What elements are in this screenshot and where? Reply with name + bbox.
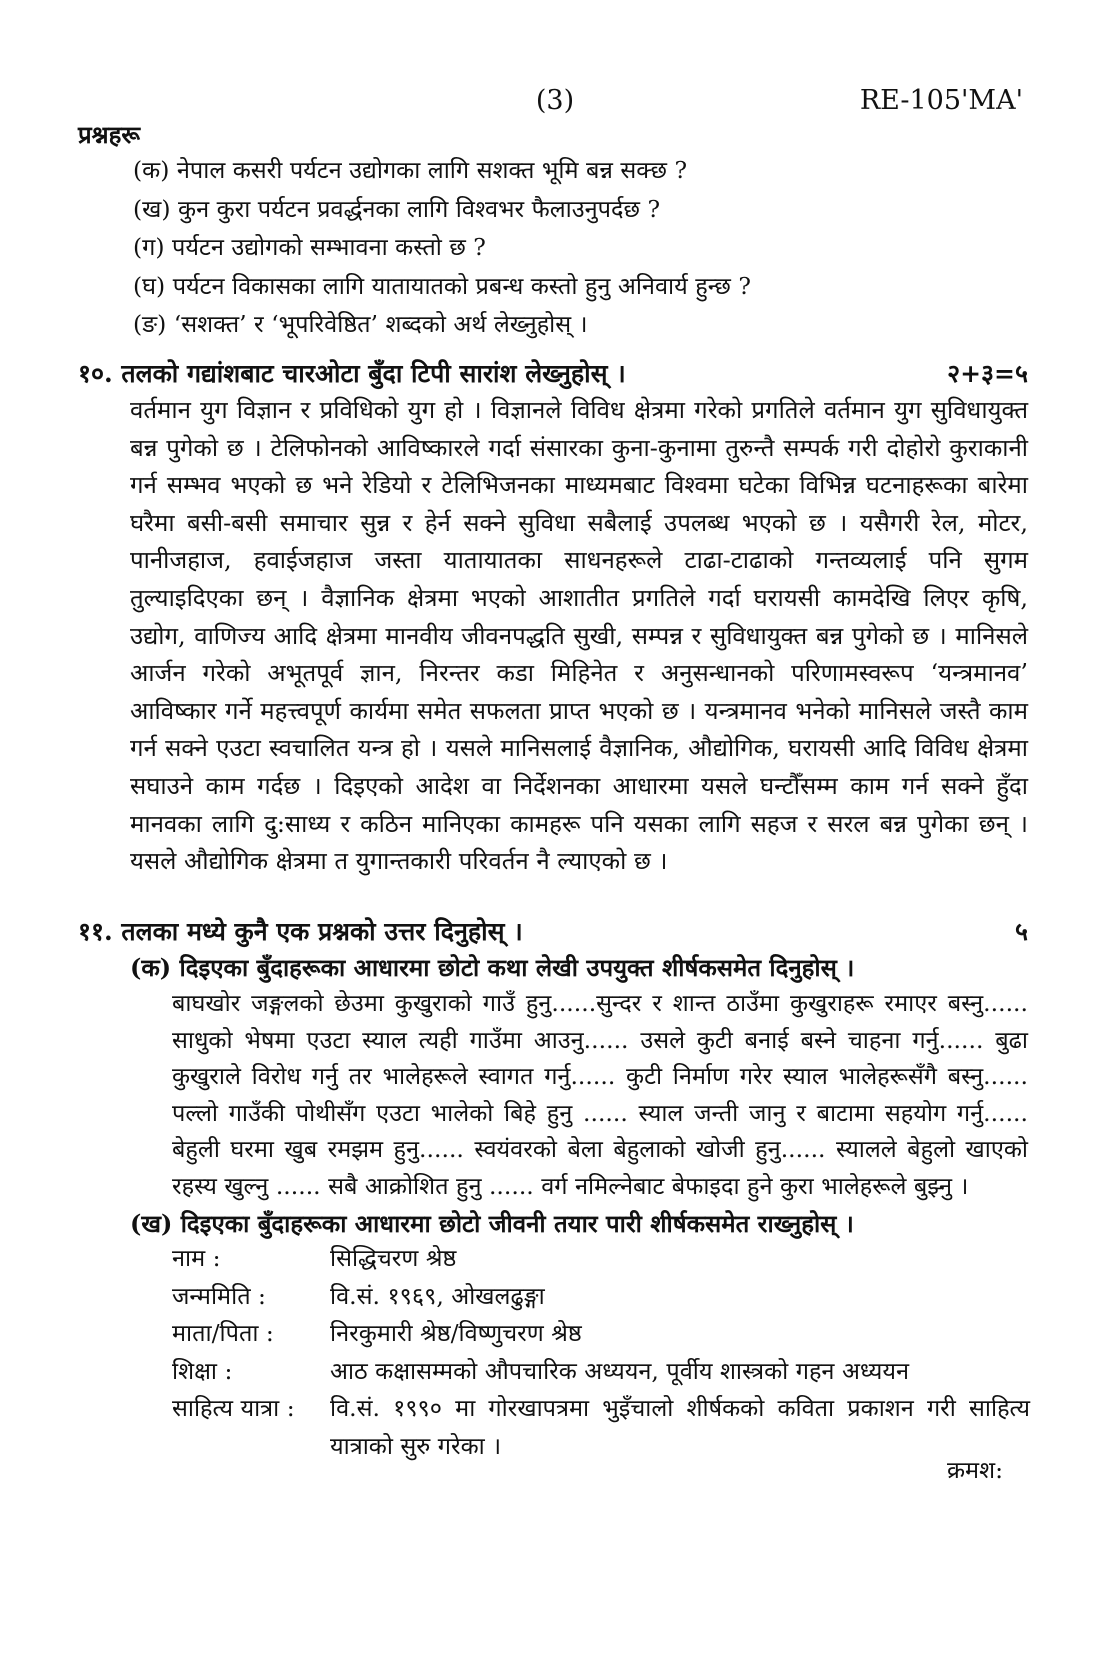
bio-value: निरकुमारी श्रेष्ठ/विष्णुचरण श्रेष्ठ <box>330 1319 582 1347</box>
bio-value: सिद्धिचरण श्रेष्ठ <box>330 1244 457 1272</box>
question-11-title <box>78 913 1028 950</box>
bio-row-birth <box>172 1278 1032 1316</box>
bio-value: वि.सं. १९९० मा गोरखापत्रमा भुइँचालो शीर्षकको कविता प्रकाशन गरी साहित्य यात्राको सुरु गरेका । <box>330 1394 1030 1460</box>
bio-label: शिक्षा : <box>172 1356 233 1385</box>
question-11-text: ११. तलका मध्ये कुनै एक प्रश्नको उत्तर दिनुहोस् । <box>78 917 523 946</box>
question-item: (ङ) ‘सशक्त’ र ‘भूपरिवेष्ठित’ शब्दको अर्थ लेख्नुहोस् । <box>133 310 588 338</box>
question-11a-story-points: बाघखोर जङ्गलको छेउमा कुखुराको गाउँ हुनु......सुन्दर र शान्त ठाउँमा कुखुराहरू रमाएर बस्नु...... साधुको भेषमा एउटा स्याल त्यही गाउँमा आउनु...... उसले कुटी बनाई बस्ने चाहना गर्नु...... बुढा कुखुराले विरोध गर्नु तर भालेहरूले स्वागत गर्नु...... कुटी निर्माण गरेर स्याल भालेहरूसँगै बस्नु...... पल्लो गाउँकी पोथीसँग एउटा भालेको बिहे हुनु ...... स्याल जन्ती जानु र बाटामा सहयोग गर्नु...... बेहुली घरमा खुब रमझम हुनु...... स्वयंवरको बेला बेहुलाको खोजी हुनु...... स्यालले बेहुलो खाएको रहस्य खुल्नु ...... सबै आक्रोशित हुनु ...... वर्ग नमिल्नेबाट बेफाइदा हुने कुरा भालेहरूले बुझ्नु । <box>172 989 1028 1200</box>
question-11a-title: (क) दिइएका बुँदाहरूका आधारमा छोटो कथा लेखी उपयुक्त शीर्षकसमेत दिनुहोस् । <box>130 953 855 982</box>
biography-details <box>172 1240 1032 1465</box>
bio-row-parents <box>172 1315 1032 1353</box>
bio-label: माता/पिता : <box>172 1319 274 1347</box>
question-item: (ग) पर्यटन उद्योगको सम्भावना कस्तो छ ? <box>133 233 486 261</box>
question-list <box>133 152 751 345</box>
question-item: (ख) कुन कुरा पर्यटन प्रवर्द्धनका लागि विश्वभर फैलाउनुपर्दछ ? <box>133 194 661 223</box>
question-item: (घ) पर्यटन विकासका लागि यातायातको प्रबन्ध कस्तो हुनु अनिवार्य हुन्छ ? <box>133 271 751 300</box>
bio-label: नाम : <box>172 1244 221 1272</box>
question-10-marks: २+३=५ <box>947 359 1028 388</box>
bio-value: आठ कक्षासम्मको औपचारिक अध्ययन, पूर्वीय शास्त्रको गहन अध्ययन <box>330 1356 910 1385</box>
bio-label: साहित्य यात्रा : <box>172 1394 295 1422</box>
question-10-text: १०. तलको गद्यांशबाट चारओटा बुँदा टिपी सारांश लेख्नुहोस् । <box>78 359 626 388</box>
page-number: (3) <box>535 85 575 116</box>
bio-value: वि.सं. १९६९, ओखलढुङ्गा <box>330 1281 545 1310</box>
question-10-title <box>78 355 1028 392</box>
question-10-passage: वर्तमान युग विज्ञान र प्रविधिको युग हो । विज्ञानले विविध क्षेत्रमा गरेको प्रगतिले वर्तमान युग सुविधायुक्त बन्न पुगेको छ । टेलिफोनको आविष्कारले गर्दा संसारका कुना-कुनामा तुरुन्तै सम्पर्क गरी दोहोरो कुराकानी गर्न सम्भव भएको छ भने रेडियो र टेलिभिजनका माध्यमबाट विश्वमा घटेका विभिन्न घटनाहरूका बारेमा घरैमा बसी-बसी समाचार सुन्न र हेर्न सक्ने सुविधा सबैलाई उपलब्ध भएको छ । यसैगरी रेल, मोटर, पानीजहाज, हवाईजहाज जस्ता यातायातका साधनहरूले टाढा-टाढाको गन्तव्यलाई पनि सुगम तुल्याइदिएका छन् । वैज्ञानिक क्षेत्रमा भएको आशातीत प्रगतिले गर्दा घरायसी कामदेखि लिएर कृषि, उद्योग, वाणिज्य आदि क्षेत्रमा मानवीय जीवनपद्धति सुखी, सम्पन्न र सुविधायुक्त बन्न पुगेको छ । मानिसले आर्जन गरेको अभूतपूर्व ज्ञान, निरन्तर कडा मिहिनेत र अनुसन्धानको परिणामस्वरूप ‘यन्त्रमानव’ आविष्कार गर्ने महत्त्वपूर्ण कार्यमा समेत सफलता प्राप्त भएको छ । यन्त्रमानव भनेको मानिसले जस्तै काम गर्न सक्ने एउटा स्वचालित यन्त्र हो । यसले मानिसलाई वैज्ञानिक, औद्योगिक, घरायसी आदि विविध क्षेत्रमा सघाउने काम गर्दछ । दिइएको आदेश वा निर्देशनका आधारमा यसले घन्टौँसम्म काम गर्न सक्ने हुँदा मानवका लागि दु:साध्य र कठिन मानिएका कामहरू पनि यसका लागि सहज र सरल बन्न पुगेका छन् । यसले औद्योगिक क्षेत्रमा त युगान्तकारी परिवर्तन नै ल्याएको छ । <box>130 396 1028 876</box>
question-11b-title: (ख) दिइएका बुँदाहरूका आधारमा छोटो जीवनी तयार पारी शीर्षकसमेत राख्नुहोस् । <box>130 1209 854 1238</box>
exam-code: RE-105'MA' <box>859 85 1023 116</box>
question-item: (क) नेपाल कसरी पर्यटन उद्योगका लागि सशक्त भूमि बन्न सक्छ ? <box>133 156 688 184</box>
bio-row-education <box>172 1353 1032 1391</box>
continued-note: क्रमश: <box>947 1456 1003 1484</box>
bio-row-name <box>172 1240 1032 1278</box>
bio-row-literary-journey <box>172 1390 1032 1465</box>
questions-heading: प्रश्नहरू <box>78 120 141 149</box>
question-11-marks: ५ <box>1014 917 1028 946</box>
bio-label: जन्ममिति : <box>172 1281 266 1310</box>
